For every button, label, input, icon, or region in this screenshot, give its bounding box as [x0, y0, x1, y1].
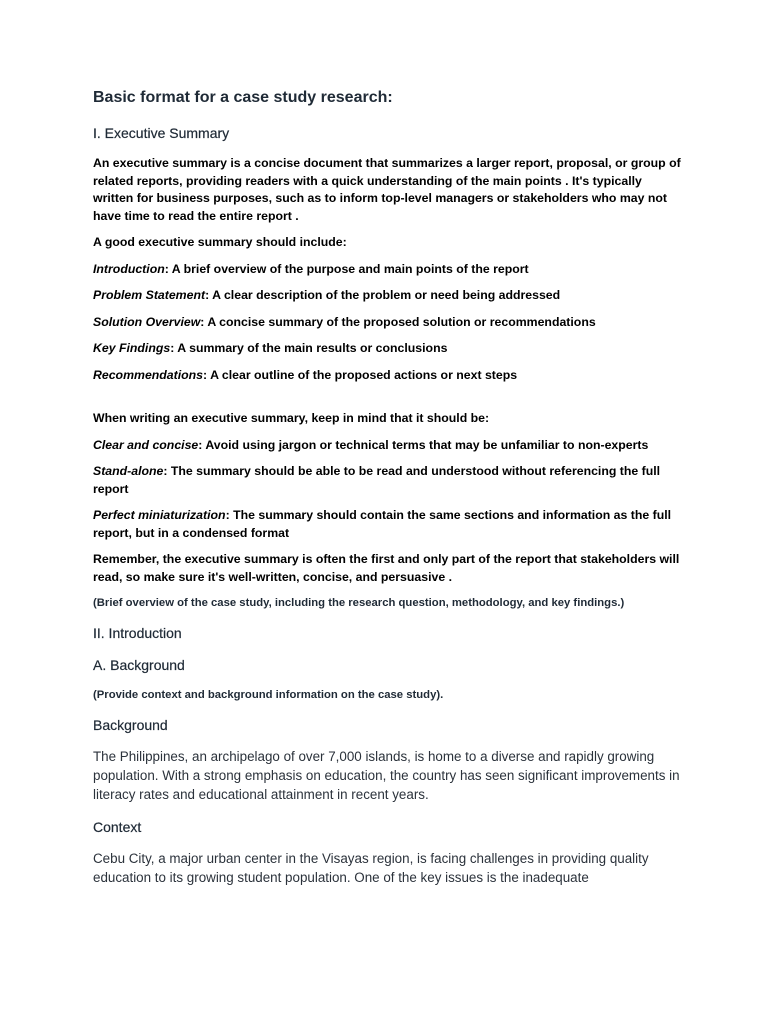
include-item	[93, 287, 683, 305]
context-paragraph: Cebu City, a major urban center in the Visayas region, is facing challenges in providing quality education to its growing student population. One of the key issues is the inadequate	[93, 850, 649, 885]
keep-item-term: Perfect miniaturization	[93, 508, 226, 522]
subsection-heading-background: A. Background	[93, 657, 185, 673]
background-paragraph: The Philippines, an archipelago of over 7,000 islands, is home to a diverse and rapidly growing population. With a strong emphasis on education, the country has seen significant improvements in literacy rates and educational attainment in recent years.	[93, 749, 680, 803]
context-heading: Context	[93, 818, 142, 835]
background-heading: Background	[93, 717, 168, 733]
keep-item	[93, 507, 683, 542]
keep-in-mind-intro: When writing an executive summary, keep in mind that it should be:	[93, 411, 490, 425]
section-heading-introduction: II. Introduction	[93, 625, 182, 641]
include-item	[93, 314, 683, 332]
keep-item-text: : The summary should contain the same sections and information as the full report, but in a condensed format	[93, 508, 672, 540]
exec-summary-paragraph: An executive summary is a concise document that summarizes a larger report, proposal, or group of related reports, providing readers with a quick understanding of the main points . It's typically written for business purposes, such as to inform top-level managers or stakeholders who may not have time to read the entire report .	[93, 156, 681, 223]
blank-line	[93, 393, 683, 410]
exec-summary-note: (Brief overview of the case study, including the research question, methodology, and key findings.)	[93, 597, 625, 609]
include-item-text: : A clear outline of the proposed actions or next steps	[203, 367, 518, 382]
background-note: (Provide context and background information on the case study).	[93, 689, 444, 701]
include-item	[93, 261, 683, 279]
include-item-text: : A summary of the main results or conclusions	[170, 341, 448, 355]
include-item-term: Solution Overview	[93, 314, 201, 329]
include-item-term: Problem Statement	[93, 288, 206, 302]
include-item-text: : A brief overview of the purpose and main points of the report	[164, 261, 529, 276]
keep-item-text: : The summary should be able to be read and understood without referencing the full report	[93, 464, 661, 496]
keep-item	[93, 463, 683, 498]
keep-item-text: : Avoid using jargon or technical terms that may be unfamiliar to non-experts	[198, 437, 649, 452]
include-intro: A good executive summary should include:	[93, 235, 347, 249]
keep-item	[93, 437, 683, 455]
include-item-term: Key Findings	[93, 341, 171, 355]
include-item-text: : A clear description of the problem or need being addressed	[205, 288, 561, 302]
document-body	[93, 87, 683, 899]
section-heading-executive-summary: I. Executive Summary	[93, 125, 230, 141]
include-item-term: Recommendations	[93, 367, 204, 382]
include-item-text: : A concise summary of the proposed solution or recommendations	[200, 314, 596, 329]
keep-item-term: Clear and concise	[93, 437, 199, 452]
keep-item-term: Stand-alone	[93, 464, 164, 478]
include-item-term: Introduction	[93, 261, 165, 276]
document-title: Basic format for a case study research:	[93, 89, 393, 106]
include-item	[93, 367, 683, 385]
include-item	[93, 340, 683, 358]
remember-paragraph: Remember, the executive summary is often the first and only part of the report that stakeholders will read, so make sure it's well-written, concise, and persuasive .	[93, 552, 680, 584]
